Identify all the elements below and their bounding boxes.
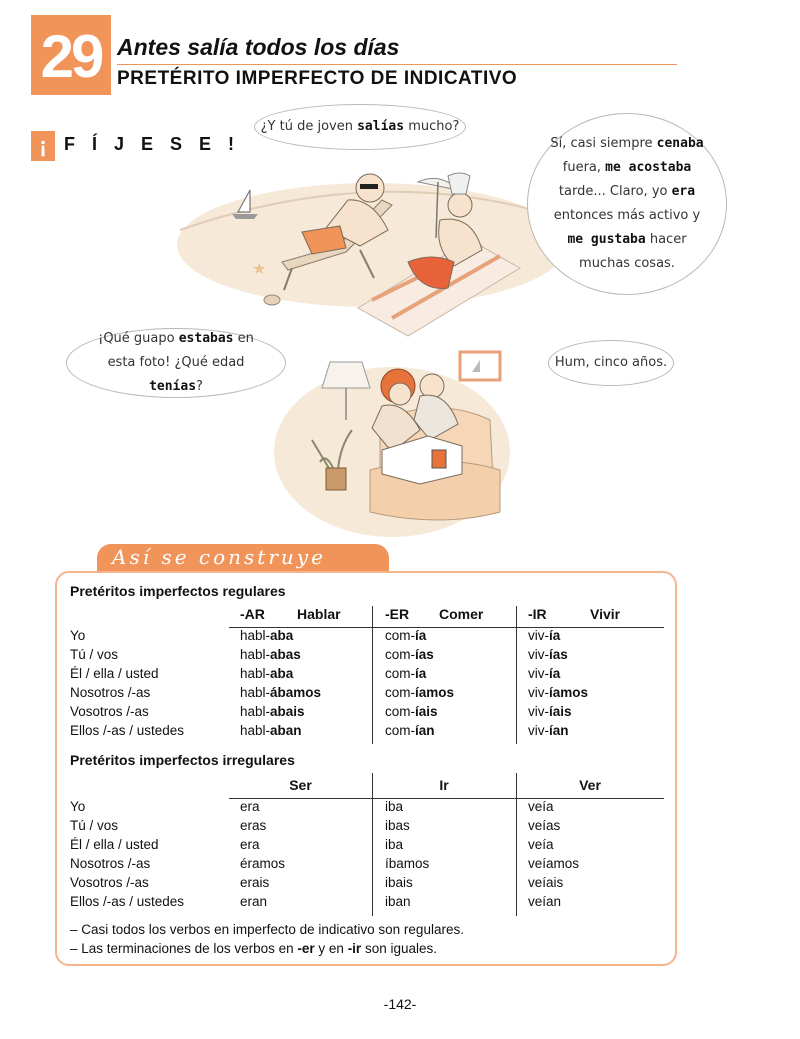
note-2	[70, 941, 437, 956]
bubble-text-segment: ?	[196, 379, 203, 394]
regular-header-rule	[229, 627, 664, 628]
irregular-verb-form: ibais	[385, 875, 413, 890]
bubble-text	[261, 115, 460, 139]
header-ar-verb: Hablar	[297, 606, 341, 622]
bubble-text-segment: Sí, casi siempre	[550, 136, 657, 151]
irregular-verb-form: erais	[240, 875, 270, 890]
irregular-verb-form: veía	[528, 799, 554, 814]
bubble-text-segment: tenías	[149, 379, 197, 394]
bubble-text-segment: ¡Qué guapo	[98, 331, 179, 346]
regular-row-pronoun: Yo	[70, 628, 86, 643]
verb-ending: aba	[270, 666, 294, 681]
irregular-verb-form: ibas	[385, 818, 410, 833]
regular-verb-form	[240, 723, 302, 738]
note-segment: -er	[297, 941, 315, 956]
irregular-row-pronoun: Tú / vos	[70, 818, 119, 833]
regular-verb-form	[528, 723, 569, 738]
irregular-verb-form: veías	[528, 818, 561, 833]
note-segment: – Casi todos los verbos en imperfecto de indicativo son regulares.	[70, 922, 464, 937]
section-title: Así se construye	[112, 545, 326, 569]
verb-ending: íais	[549, 704, 572, 719]
bubble-text-segment: salías	[357, 119, 405, 134]
bubble-text	[555, 351, 667, 375]
header-ver: Ver	[579, 777, 601, 793]
irregular-row-pronoun: Vosotros /-as	[70, 875, 149, 890]
verb-ending: íamos	[549, 685, 589, 700]
regular-verb-form	[240, 704, 305, 719]
verb-stem: habl-	[240, 647, 271, 662]
verb-ending: ía	[415, 666, 427, 681]
irregular-verb-form: veíamos	[528, 856, 580, 871]
verb-stem: habl-	[240, 666, 271, 681]
bubble-text-segment: era	[671, 184, 696, 199]
verb-stem: viv-	[528, 666, 549, 681]
header-ser: Ser	[289, 777, 312, 793]
bubble-text-segment: hacer muchas cosas.	[579, 232, 687, 271]
verb-ending: ía	[415, 628, 427, 643]
regular-verb-form	[528, 647, 568, 662]
verb-ending: abas	[270, 647, 301, 662]
irregular-verb-form: éramos	[240, 856, 286, 871]
verb-ending: ían	[415, 723, 435, 738]
regular-verb-form	[385, 666, 426, 681]
irregular-row-pronoun: Yo	[70, 799, 86, 814]
beach-scene-illustration	[177, 173, 567, 336]
header-ir-verb: Vivir	[590, 606, 621, 622]
regular-col-divider-1	[372, 606, 373, 744]
verb-ending: aba	[270, 628, 294, 643]
regular-verb-form	[528, 628, 560, 643]
bubble-text-segment: cenaba	[656, 136, 704, 151]
irregular-header-rule	[229, 798, 664, 799]
verb-stem: viv-	[528, 628, 549, 643]
verb-stem: viv-	[528, 685, 549, 700]
regular-row-pronoun: Nosotros /-as	[70, 685, 151, 700]
bubble-text-segment: mucho?	[404, 119, 460, 134]
verb-ending: ábamos	[270, 685, 322, 700]
bubble-text-segment: ¿Y tú de joven	[260, 119, 358, 134]
speech-bubble-answer	[527, 113, 727, 295]
irregular-col-divider-1	[372, 773, 373, 916]
header-ar-ending: -AR	[240, 606, 265, 622]
irregular-row-pronoun: Nosotros /-as	[70, 856, 151, 871]
regular-verb-form	[240, 685, 321, 700]
verb-stem: com-	[385, 685, 415, 700]
bubble-text	[546, 132, 708, 276]
irregular-col-divider-2	[516, 773, 517, 916]
regular-verb-form	[385, 704, 438, 719]
header-ir: Ir	[439, 777, 449, 793]
fijese-label: F Í J E S E !	[64, 134, 241, 154]
verb-stem: com-	[385, 647, 415, 662]
fijese-badge: ¡	[31, 131, 55, 161]
note-segment: – Las terminaciones de los verbos en	[70, 941, 298, 956]
note-segment: son iguales.	[361, 941, 437, 956]
speech-bubble-age	[548, 340, 674, 386]
verb-stem: habl-	[240, 628, 271, 643]
verb-stem: viv-	[528, 647, 549, 662]
irregular-verb-form: veíais	[528, 875, 564, 890]
verb-ending: ías	[549, 647, 568, 662]
regular-row-pronoun: Ellos /-as / ustedes	[70, 723, 185, 738]
note-segment: y en	[314, 941, 348, 956]
header-er-verb: Comer	[439, 606, 484, 622]
regular-verb-form	[240, 647, 301, 662]
verb-stem: viv-	[528, 723, 549, 738]
verb-stem: viv-	[528, 704, 549, 719]
irregular-verb-form: eran	[240, 894, 268, 909]
verb-stem: habl-	[240, 723, 271, 738]
regular-verb-form	[528, 666, 560, 681]
bubble-text	[89, 327, 263, 399]
verb-ending: ías	[415, 647, 434, 662]
irregular-verb-form: veía	[528, 837, 554, 852]
irregular-verb-form: eras	[240, 818, 267, 833]
irregular-row-pronoun: Él / ella / usted	[70, 837, 159, 852]
regular-row-pronoun: Tú / vos	[70, 647, 119, 662]
verb-ending: aban	[270, 723, 302, 738]
verb-ending: íais	[415, 704, 438, 719]
verb-stem: com-	[385, 628, 415, 643]
verb-ending: abais	[270, 704, 305, 719]
verb-stem: habl-	[240, 704, 271, 719]
regular-verb-form	[385, 628, 426, 643]
bubble-text-segment: estabas	[178, 331, 234, 346]
header-er-ending: -ER	[385, 606, 410, 622]
regular-table-title: Pretéritos imperfectos regulares	[70, 583, 286, 599]
verb-stem: habl-	[240, 685, 271, 700]
irregular-row-pronoun: Ellos /-as / ustedes	[70, 894, 185, 909]
bubble-text-segment: tarde... Claro, yo	[558, 184, 672, 199]
speech-bubble-question	[254, 104, 466, 150]
verb-stem: com-	[385, 723, 415, 738]
note-segment: -ir	[347, 941, 362, 956]
regular-verb-form	[528, 704, 572, 719]
verb-ending: íamos	[415, 685, 455, 700]
unit-title: Antes salía todos los días	[117, 34, 400, 60]
verb-stem: com-	[385, 666, 415, 681]
unit-number: 29	[40, 23, 102, 90]
bubble-text-segment: Hum, cinco años.	[554, 355, 668, 370]
bubble-text-segment: me gustaba	[567, 232, 646, 247]
irregular-verb-form: era	[240, 837, 260, 852]
page-number: -142-	[383, 996, 417, 1012]
irregular-verb-form: veían	[528, 894, 562, 909]
verb-ending: ía	[549, 628, 561, 643]
note-1	[70, 922, 464, 937]
speech-bubble-photo	[66, 328, 286, 398]
header-ir-ending: -IR	[528, 606, 547, 622]
regular-verb-form	[385, 647, 434, 662]
regular-verb-form	[240, 628, 293, 643]
regular-row-pronoun: Él / ella / usted	[70, 666, 159, 681]
regular-verb-form	[385, 685, 454, 700]
bubble-text-segment: me acostaba	[605, 160, 692, 175]
verb-stem: com-	[385, 704, 415, 719]
unit-subtitle: PRETÉRITO IMPERFECTO DE INDICATIVO	[117, 68, 518, 89]
verb-ending: ía	[549, 666, 561, 681]
bubble-text-segment: entonces más activo y	[553, 208, 701, 223]
regular-verb-form	[528, 685, 588, 700]
sofa-scene-illustration	[274, 352, 510, 537]
regular-col-divider-2	[516, 606, 517, 744]
bubble-text-segment: en esta foto! ¿Qué edad	[107, 331, 254, 370]
irregular-table-title: Pretéritos imperfectos irregulares	[70, 752, 295, 768]
irregular-verb-form: íbamos	[385, 856, 430, 871]
irregular-verb-form: iban	[385, 894, 411, 909]
regular-verb-form	[240, 666, 293, 681]
svg-text:★: ★	[252, 259, 267, 278]
verb-ending: ían	[549, 723, 569, 738]
bubble-text-segment: fuera,	[562, 160, 606, 175]
irregular-verb-form: iba	[385, 799, 404, 814]
irregular-verb-form: iba	[385, 837, 404, 852]
regular-row-pronoun: Vosotros /-as	[70, 704, 149, 719]
regular-verb-form	[385, 723, 435, 738]
irregular-verb-form: era	[240, 799, 260, 814]
